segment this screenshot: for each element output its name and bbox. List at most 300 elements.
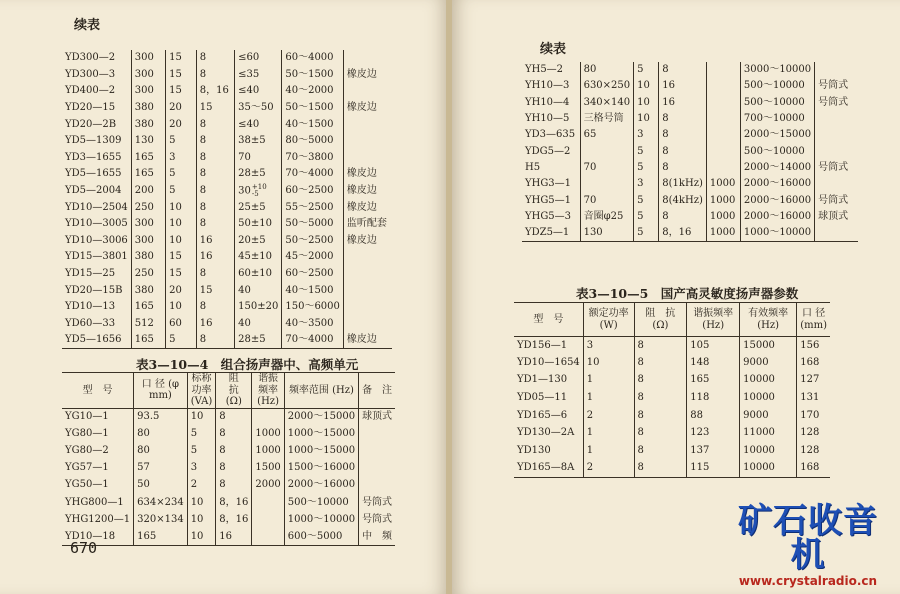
table-cell: 65 xyxy=(580,127,634,143)
right-continued-heading: 续表 xyxy=(540,42,567,57)
table-cell: ≤40 xyxy=(235,83,282,100)
table-cell: YD130 xyxy=(517,444,551,456)
table-cell xyxy=(706,78,740,94)
table-cell: YD5—1656 xyxy=(65,334,122,346)
table-cell xyxy=(343,133,392,150)
table-cell: 5 xyxy=(634,62,659,78)
table-cell: 127 xyxy=(797,372,830,390)
table-cell: YH5—2 xyxy=(525,64,564,76)
table-cell: 2000～16000 xyxy=(740,176,814,192)
table-cell: 8(4kHz) xyxy=(659,192,707,208)
table-3-10-4 xyxy=(62,372,395,546)
table-cell: 橡皮边 xyxy=(343,233,392,250)
table-row xyxy=(522,209,858,225)
table-row xyxy=(62,299,392,316)
table-cell: 橡皮边 xyxy=(343,183,392,200)
table-row xyxy=(62,100,392,117)
table-row xyxy=(62,67,392,84)
table-row xyxy=(62,116,392,133)
table-row xyxy=(522,78,858,94)
column-header: 频率范围 (Hz) xyxy=(284,373,358,409)
table-3-10-4-caption: 表3—10—4 组合扬声器中、高频单元 xyxy=(136,357,359,372)
table-cell: 380 xyxy=(131,282,165,299)
table-cell: 70 xyxy=(580,192,634,208)
table-cell: 10000 xyxy=(740,442,797,460)
table-cell xyxy=(343,150,392,167)
table-cell: YD20—15B xyxy=(65,284,123,296)
table-cell: 40～3500 xyxy=(282,316,344,333)
table-cell: YD20—2B xyxy=(65,118,117,130)
table-cell xyxy=(343,266,392,283)
table-cell: 号筒式 xyxy=(815,95,858,111)
table-cell: 8 xyxy=(196,50,234,67)
table-cell: 1000 xyxy=(706,209,740,225)
table-cell: 70～3800 xyxy=(282,150,344,167)
watermark-logo xyxy=(724,501,892,588)
table-cell: YD165—8A xyxy=(517,462,575,474)
table-cell: 70～4000 xyxy=(282,166,344,183)
table-cell: 3 xyxy=(583,337,634,355)
table-cell: YD10—18 xyxy=(65,530,116,542)
table-cell: 5 xyxy=(166,166,197,183)
column-header: 阻 抗 (Ω) xyxy=(634,303,687,337)
table-cell: 250 xyxy=(131,199,165,216)
table-cell xyxy=(343,249,392,266)
table-cell: YG50—1 xyxy=(65,479,109,491)
table-cell: 橡皮边 xyxy=(343,166,392,183)
table-cell: 130 xyxy=(131,133,165,150)
table-cell: 8 xyxy=(196,332,234,349)
table-cell: 320×134 xyxy=(134,511,188,528)
table-cell: 55～2500 xyxy=(282,199,344,216)
table-cell xyxy=(580,143,634,159)
table-cell: 橡皮边 xyxy=(343,100,392,117)
table-cell: 10000 xyxy=(740,389,797,407)
table-cell: 25±5 xyxy=(235,199,282,216)
table-row xyxy=(62,477,395,494)
table-cell: 号筒式 xyxy=(359,511,396,528)
table-cell: 123 xyxy=(687,424,740,442)
table-row xyxy=(514,389,830,407)
table-row xyxy=(62,183,392,200)
table-cell: YD3—1655 xyxy=(65,151,122,163)
table-cell: 1500 xyxy=(252,460,284,477)
table-cell: 球顶式 xyxy=(359,408,396,425)
table-cell: 165 xyxy=(131,299,165,316)
table-cell: 512 xyxy=(131,316,165,333)
table-row xyxy=(522,127,858,143)
table-cell: 50～1500 xyxy=(282,100,344,117)
table-cell xyxy=(706,160,740,176)
table-cell: YD3—635 xyxy=(525,129,576,141)
table-cell: 1000～10000 xyxy=(740,225,814,241)
table-cell: 50～1500 xyxy=(282,67,344,84)
table-cell: 号筒式 xyxy=(815,160,858,176)
table-row xyxy=(62,133,392,150)
table-cell: YD10—3006 xyxy=(65,234,128,246)
table-cell: 168 xyxy=(797,354,830,372)
table-cell: 橡皮边 xyxy=(343,67,392,84)
table-cell: 50～2500 xyxy=(282,233,344,250)
table-cell: 8 xyxy=(659,62,707,78)
table-3-10-5-caption: 表3—10—5 国产高灵敏度扬声器参数 xyxy=(576,286,799,301)
table-cell: 88 xyxy=(687,407,740,425)
table-cell: 音圈φ25 xyxy=(580,209,634,225)
table-cell: 500～10000 xyxy=(740,143,814,159)
table-cell: 150～6000 xyxy=(282,299,344,316)
table-cell: YD5—1309 xyxy=(65,135,122,147)
left-continued-table xyxy=(62,50,392,349)
table-cell: 300 xyxy=(131,50,165,67)
table-cell: 500～10000 xyxy=(740,95,814,111)
table-cell: 128 xyxy=(797,442,830,460)
table-cell: 8 xyxy=(216,477,252,494)
table-cell: 11000 xyxy=(740,424,797,442)
table-cell: 8 xyxy=(634,442,687,460)
table-cell: YDG5—2 xyxy=(525,145,571,157)
table-cell: 500～10000 xyxy=(284,494,358,511)
table-cell: YD5—2004 xyxy=(65,185,122,197)
table-header-row xyxy=(514,303,830,337)
table-cell: 8 xyxy=(196,199,234,216)
table-row xyxy=(62,494,395,511)
table-cell: YD165—6 xyxy=(517,409,568,421)
table-cell: 8 xyxy=(196,183,234,200)
column-header: 型 号 xyxy=(514,303,583,337)
table-cell: 8，16 xyxy=(659,225,707,241)
table-cell xyxy=(359,425,396,442)
table-row xyxy=(62,83,392,100)
table-cell: YD10—1654 xyxy=(517,356,580,368)
table-cell: 20 xyxy=(166,116,197,133)
column-header: 额定功率 (W) xyxy=(583,303,634,337)
table-cell: 3000～10000 xyxy=(740,62,814,78)
table-cell: 165 xyxy=(131,332,165,349)
table-cell: 105 xyxy=(687,337,740,355)
table-cell: 165 xyxy=(131,166,165,183)
table-cell: YD1—130 xyxy=(517,374,568,386)
table-cell: 8 xyxy=(634,354,687,372)
table-cell: YHG800—1 xyxy=(65,496,124,508)
table-cell: YHG5—3 xyxy=(525,210,572,222)
table-cell xyxy=(815,176,858,192)
table-cell: 118 xyxy=(687,389,740,407)
table-cell: 380 xyxy=(131,249,165,266)
table-cell: 115 xyxy=(687,460,740,478)
table-cell: 170 xyxy=(797,407,830,425)
table-cell: 250 xyxy=(131,266,165,283)
table-cell: 634×234 xyxy=(134,494,188,511)
table-cell: 50 xyxy=(134,477,188,494)
table-cell: 10 xyxy=(634,111,659,127)
table-cell: YHG5—1 xyxy=(525,194,572,206)
table-cell: 57 xyxy=(134,460,188,477)
table-cell: 橡皮边 xyxy=(343,199,392,216)
table-cell: 监听配套 xyxy=(343,216,392,233)
table-cell: 40～2000 xyxy=(282,83,344,100)
table-cell xyxy=(815,127,858,143)
table-cell: YD10—13 xyxy=(65,301,116,313)
table-cell: 8 xyxy=(659,111,707,127)
table-cell: YD05—11 xyxy=(517,392,568,404)
table-cell: 三格号筒 xyxy=(580,111,634,127)
table-cell: 8 xyxy=(216,425,252,442)
table-row xyxy=(62,166,392,183)
table-cell: 8 xyxy=(196,133,234,150)
table-cell xyxy=(580,176,634,192)
table-row xyxy=(62,216,392,233)
watermark-brand: 矿石收音机 xyxy=(738,501,878,575)
table-cell: 80 xyxy=(134,425,188,442)
table-cell: YH10—3 xyxy=(525,80,570,92)
table-cell: YD300—3 xyxy=(65,68,116,80)
column-header: 阻 抗 (Ω) xyxy=(216,373,252,409)
table-cell: 2000～14000 xyxy=(740,160,814,176)
table-cell: 1 xyxy=(583,372,634,390)
column-header: 型 号 xyxy=(62,373,134,409)
table-cell: 9000 xyxy=(740,407,797,425)
table-cell: 8，16 xyxy=(216,494,252,511)
table-cell: 1500～16000 xyxy=(284,460,358,477)
table-cell: YDZ5—1 xyxy=(525,226,570,238)
table-cell: 10 xyxy=(166,299,197,316)
table-cell: 中 频 xyxy=(359,528,396,545)
table-row xyxy=(514,460,830,478)
table-cell: 1000 xyxy=(706,192,740,208)
table-cell: 70 xyxy=(580,160,634,176)
table-cell xyxy=(359,442,396,459)
table-cell xyxy=(252,494,284,511)
table-cell: 8 xyxy=(659,209,707,225)
table-cell: 50～5000 xyxy=(282,216,344,233)
table-cell: 8(1kHz) xyxy=(659,176,707,192)
table-row xyxy=(62,266,392,283)
table-row xyxy=(62,50,392,67)
table-cell: 2 xyxy=(583,407,634,425)
watermark-url: www.crystalradio.cn xyxy=(738,574,878,588)
right-continued-table xyxy=(522,62,858,242)
table-row xyxy=(62,425,395,442)
left-page xyxy=(0,0,448,594)
table-cell: 8 xyxy=(659,127,707,143)
table-cell: 1 xyxy=(583,442,634,460)
table-cell: YG57—1 xyxy=(65,462,109,474)
table-cell: YD10—3005 xyxy=(65,218,128,230)
table-cell: 340×140 xyxy=(580,95,634,111)
table-cell: 2 xyxy=(583,460,634,478)
table-cell: 2000 xyxy=(252,477,284,494)
table-cell: 80～5000 xyxy=(282,133,344,150)
table-cell xyxy=(343,299,392,316)
table-row xyxy=(62,511,395,528)
table-row xyxy=(522,111,858,127)
table-cell: 35～50 xyxy=(235,100,282,117)
table-cell: 300 xyxy=(131,233,165,250)
table-cell: H5 xyxy=(525,161,541,173)
table-cell xyxy=(343,316,392,333)
table-cell: 10 xyxy=(634,95,659,111)
table-cell: ≤60 xyxy=(235,50,282,67)
table-cell xyxy=(815,225,858,241)
table-cell xyxy=(252,408,284,425)
table-cell: 131 xyxy=(797,389,830,407)
table-cell: 28±5 xyxy=(235,166,282,183)
table-cell: YD10—2504 xyxy=(65,201,128,213)
table-cell: 128 xyxy=(797,424,830,442)
table-cell: 165 xyxy=(131,150,165,167)
table-cell: 15 xyxy=(196,282,234,299)
table-cell: 16 xyxy=(659,78,707,94)
table-row xyxy=(62,460,395,477)
table-cell: 168 xyxy=(797,460,830,478)
table-cell: 2000～15000 xyxy=(284,408,358,425)
table-cell: 300 xyxy=(131,67,165,84)
table-cell: 60±10 xyxy=(235,266,282,283)
table-row xyxy=(514,442,830,460)
table-cell: YHG1200—1 xyxy=(65,513,131,525)
table-cell: YHG3—1 xyxy=(525,178,572,190)
table-cell: 380 xyxy=(131,116,165,133)
table-cell: 1000 xyxy=(706,225,740,241)
table-cell: YD400—2 xyxy=(65,85,116,97)
table-row xyxy=(62,249,392,266)
table-cell: 3 xyxy=(634,127,659,143)
table-cell: YG80—2 xyxy=(65,444,109,456)
table-cell: 3 xyxy=(187,460,216,477)
table-cell: 600～5000 xyxy=(284,528,358,545)
table-cell: 1 xyxy=(583,389,634,407)
table-cell: 5 xyxy=(634,209,659,225)
table-row xyxy=(62,233,392,250)
table-row xyxy=(522,95,858,111)
table-cell: 16 xyxy=(216,528,252,545)
table-cell: 137 xyxy=(687,442,740,460)
table-cell: 130 xyxy=(580,225,634,241)
table-cell: 10 xyxy=(187,408,216,425)
table-cell xyxy=(706,143,740,159)
table-cell: 40 xyxy=(235,316,282,333)
table-row xyxy=(514,372,830,390)
table-cell xyxy=(706,111,740,127)
table-row xyxy=(62,332,392,349)
table-cell: 50±10 xyxy=(235,216,282,233)
table-cell: 球顶式 xyxy=(815,209,858,225)
table-cell: 1000 xyxy=(706,176,740,192)
table-cell: 10 xyxy=(187,528,216,545)
table-cell: 5 xyxy=(187,442,216,459)
table-cell: 15 xyxy=(166,266,197,283)
table-cell: 2 xyxy=(187,477,216,494)
table-row xyxy=(522,160,858,176)
table-cell: YD60—33 xyxy=(65,317,116,329)
table-cell: 10 xyxy=(187,511,216,528)
table-cell: 10 xyxy=(166,233,197,250)
table-cell: 16 xyxy=(196,316,234,333)
table-cell xyxy=(252,511,284,528)
table-3-10-5 xyxy=(514,302,830,478)
table-cell: 8 xyxy=(196,67,234,84)
table-cell: 8 xyxy=(196,116,234,133)
table-cell: 28±5 xyxy=(235,332,282,349)
table-cell: 号筒式 xyxy=(815,192,858,208)
table-cell xyxy=(343,282,392,299)
table-cell: 2000～16000 xyxy=(740,209,814,225)
table-cell: YD300—2 xyxy=(65,52,116,64)
table-row xyxy=(514,354,830,372)
table-cell: 5 xyxy=(634,143,659,159)
table-cell: 200 xyxy=(131,183,165,200)
table-cell: 5 xyxy=(166,133,197,150)
table-cell: 8 xyxy=(634,372,687,390)
table-cell: 20 xyxy=(166,282,197,299)
table-cell: 15 xyxy=(166,50,197,67)
table-cell: 15 xyxy=(166,249,197,266)
table-cell: 号筒式 xyxy=(359,494,396,511)
column-header: 谐振频率 (Hz) xyxy=(687,303,740,337)
table-cell: 30+10 -5 xyxy=(235,183,282,200)
table-cell: 20±5 xyxy=(235,233,282,250)
table-row xyxy=(522,62,858,78)
table-cell: 5 xyxy=(166,332,197,349)
table-row xyxy=(62,316,392,333)
table-cell: 38±5 xyxy=(235,133,282,150)
table-row xyxy=(62,199,392,216)
table-cell: YH10—5 xyxy=(525,113,570,125)
table-cell: 2000～16000 xyxy=(284,477,358,494)
table-row xyxy=(62,408,395,425)
table-cell: 橡皮边 xyxy=(343,332,392,349)
table-cell: 5 xyxy=(634,225,659,241)
table-row xyxy=(62,150,392,167)
table-cell: 380 xyxy=(131,100,165,117)
table-cell: 10 xyxy=(583,354,634,372)
table-cell: 3 xyxy=(634,176,659,192)
table-cell: 8 xyxy=(216,408,252,425)
table-cell: 60～4000 xyxy=(282,50,344,67)
table-cell: 10000 xyxy=(740,460,797,478)
table-cell: 150±20 xyxy=(235,299,282,316)
table-cell: 45±10 xyxy=(235,249,282,266)
table-cell: 8 xyxy=(634,389,687,407)
table-cell: 8 xyxy=(634,460,687,478)
table-cell: 5 xyxy=(634,192,659,208)
table-cell: 1000 xyxy=(252,425,284,442)
table-cell: 8 xyxy=(196,299,234,316)
table-row xyxy=(522,143,858,159)
table-cell: 300 xyxy=(131,216,165,233)
table-cell: 80 xyxy=(134,442,188,459)
table-cell: YD15—25 xyxy=(65,268,116,280)
table-cell xyxy=(252,528,284,545)
table-cell xyxy=(706,62,740,78)
table-cell: 80 xyxy=(580,62,634,78)
table-cell: 8 xyxy=(659,160,707,176)
table-cell xyxy=(343,116,392,133)
table-cell: 93.5 xyxy=(134,408,188,425)
column-header: 有效频率 (Hz) xyxy=(740,303,797,337)
table-cell: 8 xyxy=(634,407,687,425)
table-cell: ≤40 xyxy=(235,116,282,133)
table-cell: 8 xyxy=(196,150,234,167)
table-cell: 500～10000 xyxy=(740,78,814,94)
table-cell: 20 xyxy=(166,100,197,117)
table-cell: 5 xyxy=(166,183,197,200)
page-number: 670 xyxy=(70,539,98,557)
table-cell: YG80—1 xyxy=(65,427,109,439)
table-cell: 8 xyxy=(196,266,234,283)
table-cell: ≤35 xyxy=(235,67,282,84)
table-row xyxy=(522,192,858,208)
